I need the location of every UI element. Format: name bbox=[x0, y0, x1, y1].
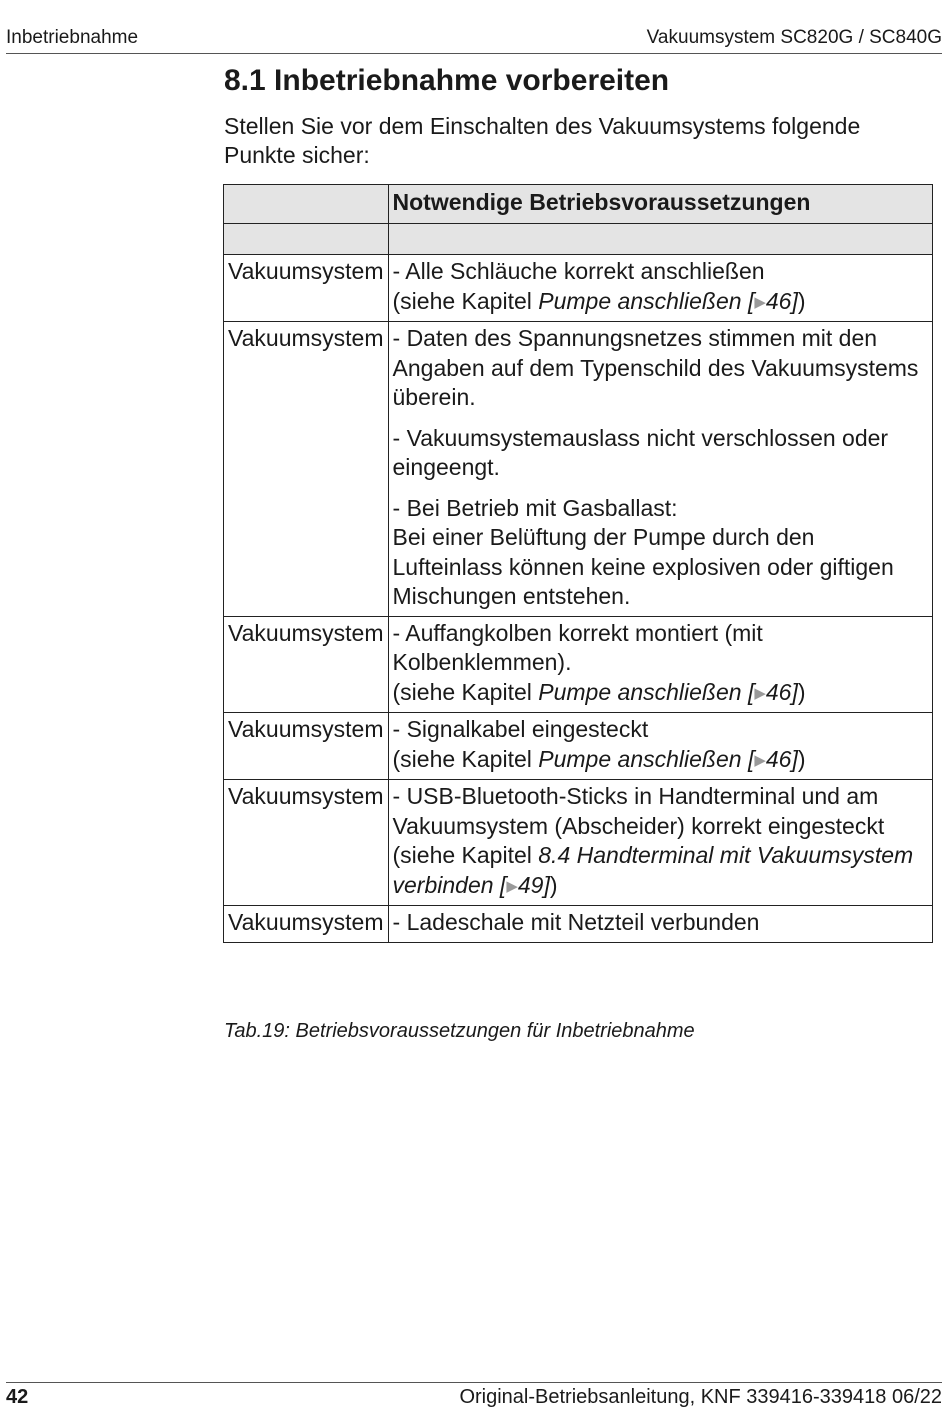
reference-page[interactable]: 46 bbox=[765, 678, 792, 705]
intro-text: Stellen Sie vor dem Einschalten des Vakuumsystems folgende Punkte sicher: bbox=[224, 113, 861, 168]
reference-prefix: (siehe Kapitel bbox=[392, 678, 539, 705]
header-chapter: Inbetriebnahme bbox=[6, 27, 139, 48]
table-body bbox=[224, 224, 933, 943]
reference-bracket-open: [ bbox=[741, 745, 755, 772]
reference-bracket-open: [ bbox=[741, 678, 755, 705]
requirement-cell bbox=[388, 322, 932, 617]
reference-link[interactable]: Pumpe anschließen bbox=[538, 745, 742, 772]
reference-prefix: (siehe Kapitel bbox=[392, 745, 539, 772]
table-row bbox=[224, 906, 933, 943]
reference-link[interactable]: 8.4 Handterminal mit Vakuumsystem verbinden bbox=[392, 842, 914, 898]
reference-bracket-close: ] bbox=[543, 871, 550, 898]
reference-bracket-close: ] bbox=[791, 678, 798, 705]
reference-suffix: ) bbox=[797, 678, 806, 705]
triangle-right-icon: ▶ bbox=[506, 877, 518, 895]
table-row bbox=[224, 255, 933, 322]
requirement-text bbox=[393, 715, 928, 775]
chapter-reference[interactable] bbox=[393, 287, 928, 318]
page-number: 42 bbox=[6, 1386, 29, 1408]
requirement-text bbox=[393, 257, 928, 317]
chapter-reference[interactable] bbox=[393, 745, 928, 776]
table-row bbox=[224, 713, 933, 780]
running-footer bbox=[6, 1382, 942, 1408]
reference-suffix: ) bbox=[797, 745, 806, 772]
requirement-line: - Signalkabel eingesteckt bbox=[392, 716, 649, 742]
chapter-reference[interactable] bbox=[393, 841, 928, 901]
triangle-right-icon: ▶ bbox=[754, 684, 766, 702]
reference-bracket-open: [ bbox=[741, 287, 755, 314]
component-cell: Vakuumsystem bbox=[224, 616, 389, 713]
running-header bbox=[6, 27, 942, 54]
requirement-line: Bei einer Belüftung der Pumpe durch den Lufteinlass können keine explosiven oder giftigen Mischungen entstehen. bbox=[392, 524, 894, 609]
reference-link[interactable]: Pumpe anschließen bbox=[538, 287, 742, 314]
requirement-text bbox=[393, 424, 928, 483]
document-reference: Original-Betriebsanleitung, KNF 339416-339418 06/22 bbox=[459, 1386, 942, 1408]
requirement-line: - USB-Bluetooth-Sticks in Handterminal und am Vakuumsystem (Abscheider) korrekt eingesteckt bbox=[392, 783, 885, 839]
requirement-line: - Daten des Spannungsnetzes stimmen mit den Angaben auf dem Typenschild des Vakuumsystems überein. bbox=[392, 325, 919, 410]
column-header-component bbox=[224, 185, 389, 224]
component-cell: Vakuumsystem bbox=[224, 322, 389, 617]
requirement-text bbox=[393, 619, 928, 709]
spacer-cell bbox=[224, 224, 389, 255]
requirement-line: - Bei Betrieb mit Gasballast: bbox=[392, 494, 678, 521]
reference-page[interactable]: 46 bbox=[765, 745, 792, 772]
requirement-cell bbox=[388, 906, 932, 943]
chapter-reference[interactable] bbox=[393, 678, 928, 709]
section-title: 8.1 Inbetriebnahme vorbereiten bbox=[224, 64, 670, 97]
triangle-right-icon: ▶ bbox=[754, 293, 766, 311]
component-cell: Vakuumsystem bbox=[224, 906, 389, 943]
requirement-line: - Vakuumsystemauslass nicht verschlossen oder eingeengt. bbox=[392, 424, 889, 480]
table-row bbox=[224, 616, 933, 713]
component-cell: Vakuumsystem bbox=[224, 713, 389, 780]
reference-link[interactable]: Pumpe anschließen bbox=[538, 678, 742, 705]
reference-prefix: (siehe Kapitel bbox=[392, 287, 539, 314]
header-product: Vakuumsystem SC820G / SC840G bbox=[646, 27, 942, 48]
reference-bracket-close: ] bbox=[791, 287, 798, 314]
reference-suffix: ) bbox=[549, 871, 558, 898]
reference-suffix: ) bbox=[797, 287, 806, 314]
reference-bracket-close: ] bbox=[791, 745, 798, 772]
reference-page[interactable]: 49 bbox=[517, 871, 544, 898]
component-cell: Vakuumsystem bbox=[224, 780, 389, 906]
table-header-row bbox=[224, 185, 933, 224]
requirement-text bbox=[393, 324, 928, 413]
requirement-text bbox=[393, 782, 928, 901]
triangle-right-icon: ▶ bbox=[754, 751, 766, 769]
reference-prefix: (siehe Kapitel bbox=[392, 842, 539, 868]
requirements-table bbox=[223, 184, 933, 943]
table-caption: Tab.19: Betriebsvoraussetzungen für Inbetriebnahme bbox=[224, 1020, 695, 1042]
component-cell: Vakuumsystem bbox=[224, 255, 389, 322]
column-header-requirements: Notwendige Betriebsvoraussetzungen bbox=[388, 185, 932, 224]
requirement-line: - Alle Schläuche korrekt anschließen bbox=[392, 258, 765, 284]
requirement-cell bbox=[388, 616, 932, 713]
reference-bracket-open: [ bbox=[493, 871, 507, 898]
table-row bbox=[224, 322, 933, 617]
requirement-text bbox=[393, 908, 928, 938]
table-spacer-row bbox=[224, 224, 933, 255]
spacer-cell bbox=[388, 224, 932, 255]
requirement-cell bbox=[388, 713, 932, 780]
requirement-line: - Ladeschale mit Netzteil verbunden bbox=[392, 909, 760, 935]
reference-page[interactable]: 46 bbox=[765, 287, 792, 314]
requirement-text bbox=[393, 494, 928, 612]
requirement-cell bbox=[388, 780, 932, 906]
requirement-cell bbox=[388, 255, 932, 322]
requirement-line: - Auffangkolben korrekt montiert (mit Kolbenklemmen). bbox=[392, 619, 763, 675]
table-row bbox=[224, 780, 933, 906]
